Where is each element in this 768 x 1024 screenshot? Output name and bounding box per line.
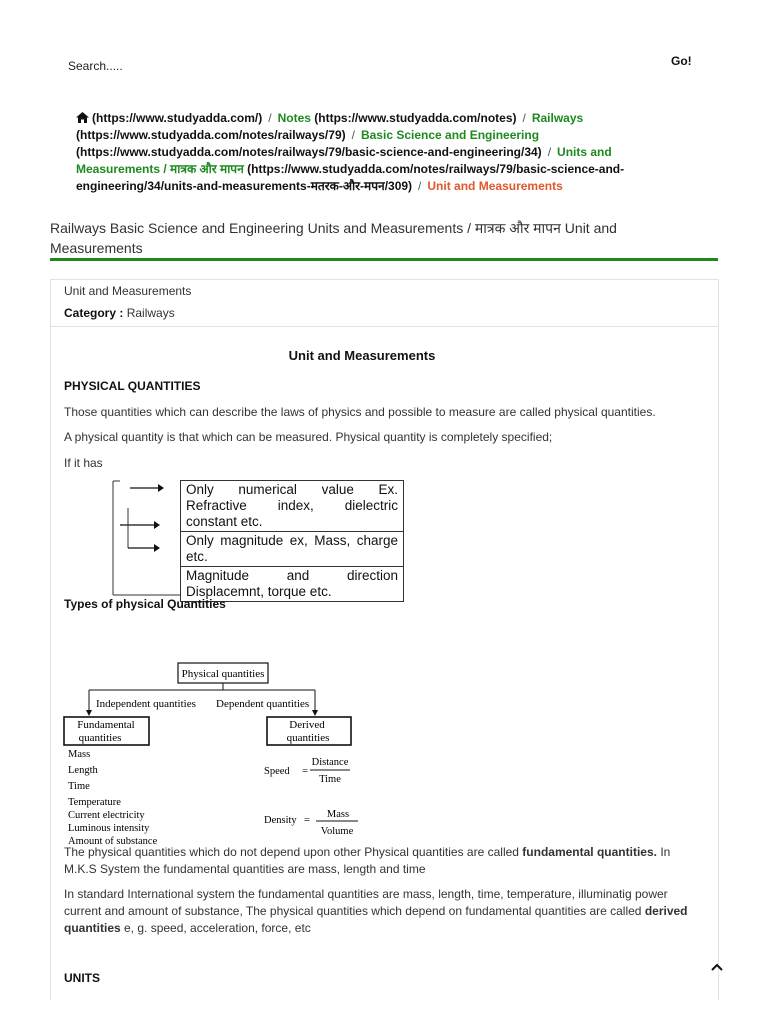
breadcrumb-notes[interactable]: Notes: [277, 111, 311, 125]
breadcrumb-separator: /: [268, 111, 272, 125]
speed-denominator: Time: [319, 774, 341, 785]
breadcrumb-notes-url[interactable]: (https://www.studyadda.com/notes): [314, 111, 517, 125]
go-button[interactable]: Go!: [671, 54, 692, 68]
card-divider: [51, 326, 718, 327]
p4-text: The physical quantities which do not depend upon other Physical quantities are called: [64, 845, 523, 859]
diagram-dependent: Dependent quantities: [216, 698, 310, 710]
home-icon[interactable]: [76, 112, 89, 123]
quantities-diagram: [60, 660, 370, 850]
breadcrumb-bse[interactable]: Basic Science and Engineering: [360, 128, 540, 142]
bracket-arrows: [110, 480, 182, 596]
breadcrumb-railways[interactable]: Railways: [531, 111, 584, 125]
diagram-fundamental-2: quantities: [78, 732, 122, 744]
breadcrumb-units-url[interactable]: (https://www.studyadda.com/notes/railways/79/basic-science-and-engineering/34/units-and-measurements-मतरक-और-मपन/309): [76, 162, 625, 193]
diagram-root: Physical quantities: [181, 668, 265, 680]
density-equals: =: [304, 815, 310, 826]
density-numerator: Mass: [326, 809, 350, 820]
p4-text-end: In M.K.S System the fundamental quantities are mass, length and time: [64, 845, 671, 876]
paragraph-4: [64, 844, 704, 878]
table-row: Magnitude and direction Displacemnt, torque etc.: [186, 568, 398, 599]
card-subtitle: Unit and Measurements: [64, 284, 192, 298]
paragraph-1: Those quantities which can describe the laws of physics and possible to measure are called physical quantities.: [64, 405, 656, 419]
physical-heading: PHYSICAL QUANTITIES: [64, 379, 201, 393]
types-heading: Types of physical Quantities: [64, 597, 226, 611]
title-divider: [50, 258, 718, 261]
diagram-derived-1: Derived: [289, 719, 325, 731]
breadcrumb-separator: /: [522, 111, 526, 125]
speed-numerator: Distance: [311, 757, 349, 768]
table-row: Only numerical value Ex. Refractive index, dielectric constant etc.: [181, 481, 403, 532]
quantities-table: [180, 480, 404, 602]
category-value[interactable]: Railways: [126, 306, 175, 320]
p5-text: In standard International system the fundamental quantities are mass, length, time, temperature, illuminatig power current and amount of substance, The physical quantities which depend on fundamental quantities are called: [64, 887, 668, 918]
density-label: Density: [264, 815, 297, 826]
fundamental-item: Mass: [68, 749, 91, 760]
diagram-independent: Independent quantities: [96, 698, 196, 710]
fundamental-item: Time: [68, 781, 90, 792]
breadcrumb-current: Unit and Measurements: [427, 179, 563, 193]
breadcrumb-separator: /: [351, 128, 355, 142]
units-heading: UNITS: [64, 971, 100, 985]
fundamental-item: Amount of substance: [68, 836, 158, 847]
search-input[interactable]: Search.....: [68, 59, 123, 73]
scroll-top-icon[interactable]: [710, 960, 724, 974]
paragraph-5: [64, 886, 704, 937]
breadcrumb-separator: /: [418, 179, 422, 193]
p4-bold: fundamental quantities.: [522, 845, 657, 859]
content-heading: Unit and Measurements: [288, 348, 436, 363]
breadcrumb-units[interactable]: Units and Measurements / मात्रक और मापन: [76, 145, 612, 176]
breadcrumb-bse-url[interactable]: (https://www.studyadda.com/notes/railways/79/basic-science-and-engineering/34): [76, 145, 542, 159]
diagram-fundamental-1: Fundamental: [77, 719, 135, 731]
p5-text-end: e, g. speed, acceleration, force, etc: [120, 921, 311, 935]
breadcrumb-separator: /: [547, 145, 552, 159]
breadcrumb-railways-url[interactable]: (https://www.studyadda.com/notes/railways/79): [76, 128, 346, 142]
fundamental-item: Length: [68, 765, 98, 776]
speed-equals: =: [302, 766, 308, 777]
paragraph-3: If it has: [64, 456, 103, 470]
card-category: [64, 306, 175, 320]
fundamental-item: Current electricity: [68, 810, 145, 821]
speed-label: Speed: [264, 766, 290, 777]
page-title: Railways Basic Science and Engineering Units and Measurements / मात्रक और मापन Unit and Measurements: [50, 220, 617, 256]
category-label: Category :: [64, 306, 124, 320]
density-denominator: Volume: [320, 826, 354, 837]
breadcrumb: [76, 110, 656, 195]
home-link[interactable]: (https://www.studyadda.com/): [92, 111, 263, 125]
fundamental-item: Temperature: [68, 797, 121, 808]
table-row: Only magnitude ex, Mass, charge etc.: [181, 532, 403, 567]
p5-bold: derived quantities: [64, 904, 688, 935]
diagram-derived-2: quantities: [286, 732, 330, 744]
fundamental-item: Luminous intensity: [68, 823, 150, 834]
paragraph-2: A physical quantity is that which can be measured. Physical quantity is completely specified;: [64, 430, 553, 444]
